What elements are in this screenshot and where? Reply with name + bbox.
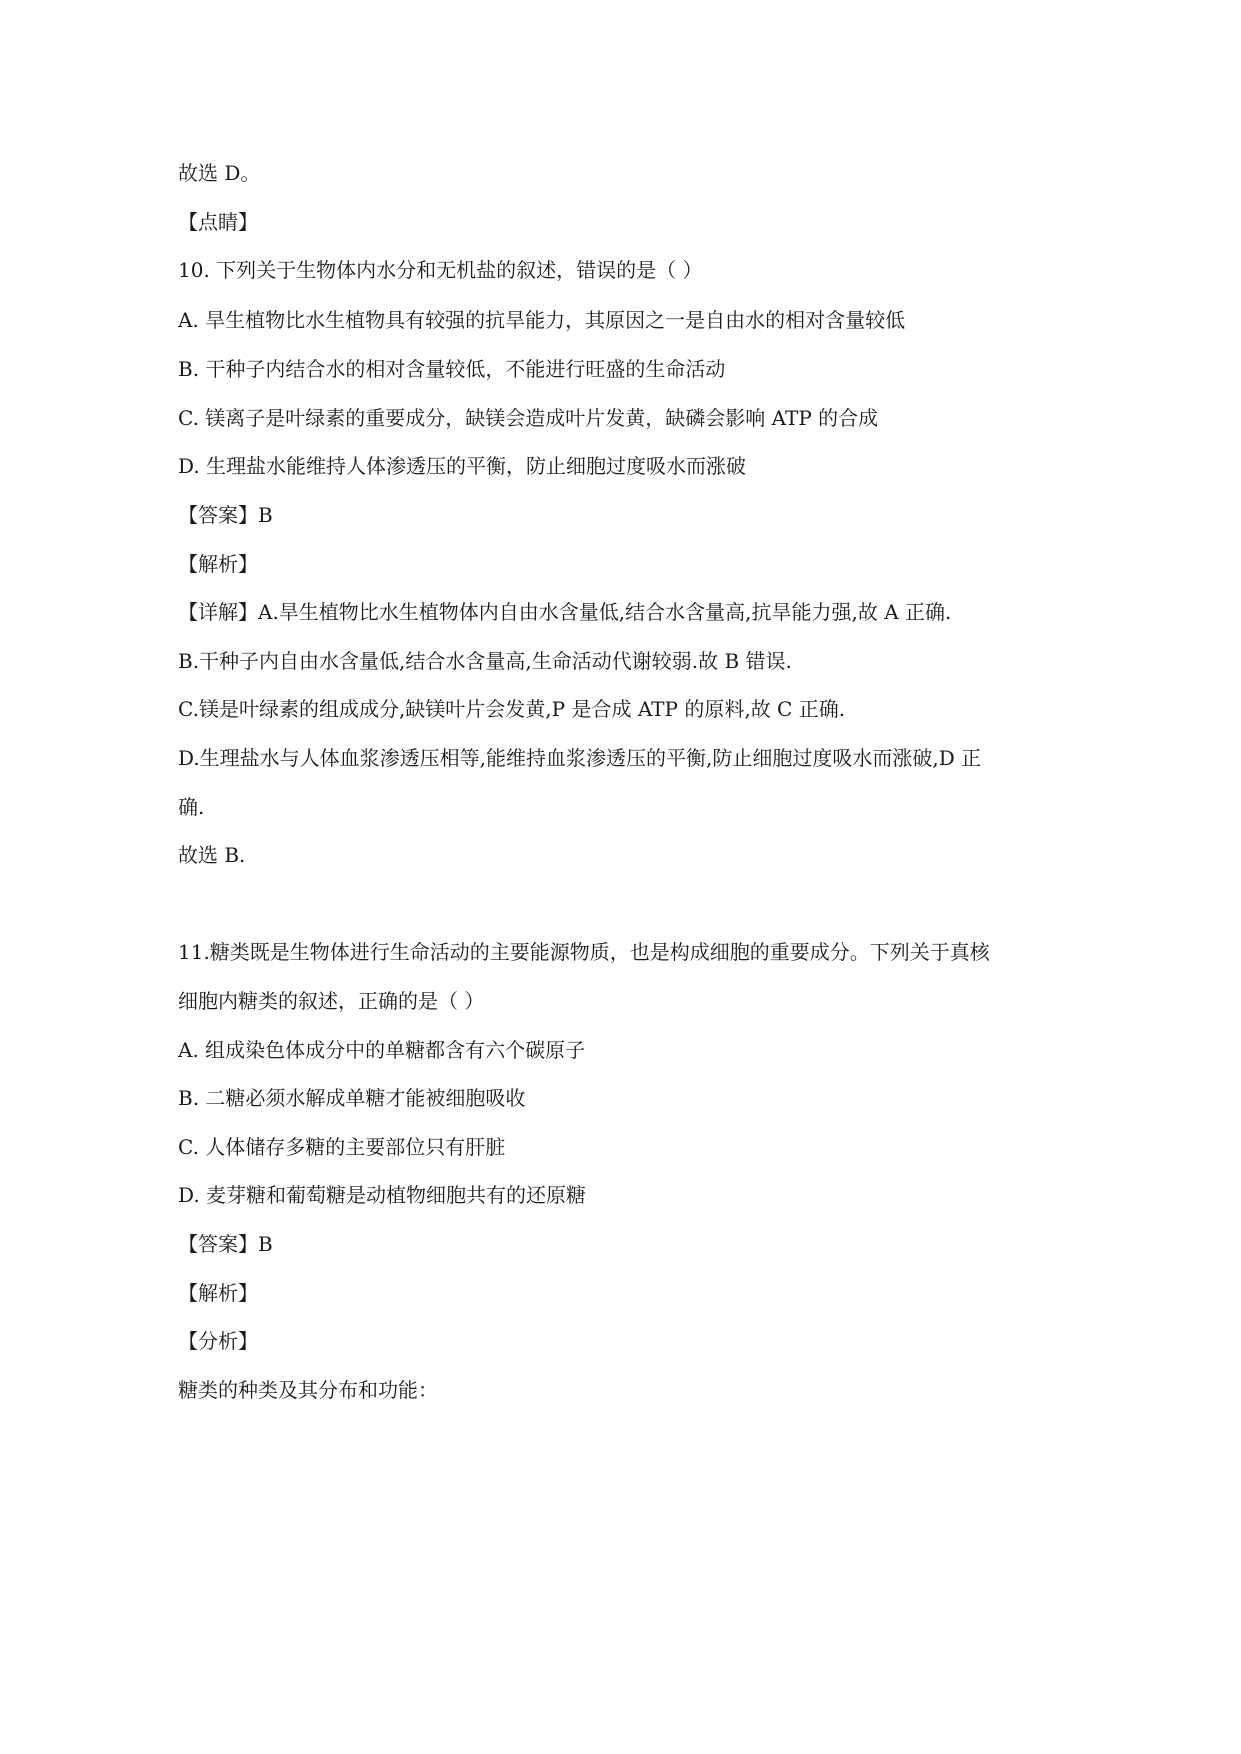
q11-fenxi-heading: 【分析】 (178, 1329, 258, 1353)
q11-option-d: D. 麦芽糖和葡萄糖是动植物细胞共有的还原糖 (178, 1183, 587, 1207)
q10-conclusion: 故选 B. (178, 843, 246, 867)
q11-option-a: A. 组成染色体成分中的单糖都含有六个碳原子 (178, 1038, 586, 1062)
q10-detail-b: B.干种子内自由水含量低,结合水含量高,生命活动代谢较弱.故 B 错误. (178, 649, 792, 673)
q11-fenxi-text: 糖类的种类及其分布和功能： (178, 1378, 438, 1402)
q10-detail-d-cont: 确. (178, 795, 205, 819)
q10-detail-c: C.镁是叶绿素的组成成分,缺镁叶片会发黄,P 是合成 ATP 的原料,故 C 正确. (178, 697, 846, 721)
q11-option-c: C. 人体储存多糖的主要部位只有肝脏 (178, 1135, 506, 1159)
question-11-stem: 11.糖类既是生物体进行生命活动的主要能源物质，也是构成细胞的重要成分。下列关于真核 (178, 940, 990, 964)
question-11-stem-cont: 细胞内糖类的叙述，正确的是（ ） (178, 989, 485, 1013)
q10-option-a: A. 旱生植物比水生植物具有较强的抗旱能力，其原因之一是自由水的相对含量较低 (178, 308, 906, 332)
q10-analysis-heading: 【解析】 (178, 552, 258, 576)
dianjing-heading: 【点睛】 (178, 210, 258, 234)
q10-option-b: B. 干种子内结合水的相对含量较低，不能进行旺盛的生命活动 (178, 357, 726, 381)
q11-answer: 【答案】B (178, 1232, 273, 1256)
q10-detail-d: D.生理盐水与人体血浆渗透压相等,能维持血浆渗透压的平衡,防止细胞过度吸水而涨破,D 正 (178, 746, 982, 770)
conclusion-prev: 故选 D。 (178, 161, 261, 185)
q10-answer: 【答案】B (178, 503, 273, 527)
q10-option-c: C. 镁离子是叶绿素的重要成分，缺镁会造成叶片发黄，缺磷会影响 ATP 的合成 (178, 406, 879, 430)
q10-detail-a: 【详解】A.旱生植物比水生植物体内自由水含量低,结合水含量高,抗旱能力强,故 A 正确. (178, 600, 952, 624)
q11-analysis-heading: 【解析】 (178, 1281, 258, 1305)
question-10-stem: 10. 下列关于生物体内水分和无机盐的叙述，错误的是（ ） (178, 258, 703, 282)
q11-option-b: B. 二糖必须水解成单糖才能被细胞吸收 (178, 1086, 526, 1110)
q10-option-d: D. 生理盐水能维持人体渗透压的平衡，防止细胞过度吸水而涨破 (178, 454, 747, 478)
